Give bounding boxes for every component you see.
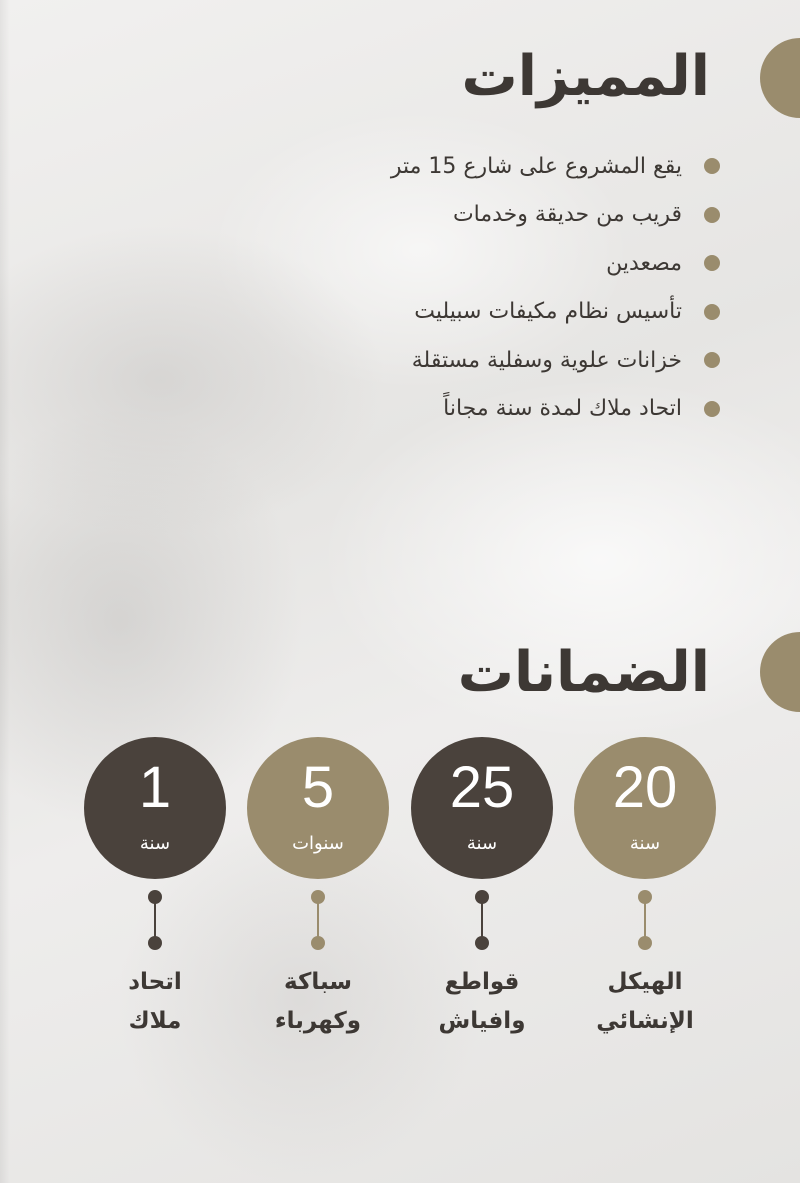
connector-dot-icon [148,936,162,950]
guarantee-label-line: وافياش [438,1008,526,1034]
guarantee-label-line: وكهرباء [274,1008,362,1034]
guarantee-label-line: سباكة [284,969,352,995]
connector-dot-icon [638,936,652,950]
guarantee-label-line: ملاك [128,1008,182,1034]
bullet-icon [704,207,720,223]
guarantee-label-line: قواطع [444,969,520,995]
connector-line [644,897,646,937]
features-accent-circle [760,38,800,118]
guarantees-title: الضمانات [457,640,710,705]
connector-dot-icon [475,936,489,950]
guarantee-circle [574,737,716,879]
feature-text: مصعدين [606,250,682,276]
left-edge-shadow [0,0,10,1183]
guarantees-accent-circle [760,632,800,712]
feature-text: يقع المشروع على شارع 15 متر [390,153,682,179]
guarantee-label-line: اتحاد [128,969,182,995]
guarantee-unit: سنوات [292,833,344,854]
bullet-icon [704,401,720,417]
bullet-icon [704,255,720,271]
feature-item [391,191,720,240]
feature-item [391,336,720,385]
guarantee-label [573,963,717,1041]
guarantee-owners-association [83,737,227,1037]
guarantee-unit: سنة [629,833,661,854]
guarantee-structure [573,737,717,1037]
feature-item [391,385,720,434]
connector-dot-icon [311,936,325,950]
feature-item [391,288,720,337]
guarantee-unit: سنة [139,833,171,854]
guarantee-circle [84,737,226,879]
feature-text: تأسيس نظام مكيفات سبيليت [414,299,682,325]
guarantee-label [410,963,554,1041]
bullet-icon [704,352,720,368]
guarantee-label-line: الهيكل [607,969,683,995]
guarantee-unit: سنة [466,833,498,854]
feature-item [391,239,720,288]
guarantee-years: 25 [449,755,515,820]
feature-item [391,142,720,191]
guarantee-circle [411,737,553,879]
guarantee-years: 5 [301,755,335,820]
bullet-icon [704,304,720,320]
connector-line [154,897,156,937]
guarantee-years: 20 [612,755,678,820]
guarantee-label-line: الإنشائي [596,1008,694,1034]
guarantee-label [83,963,227,1041]
guarantee-label [246,963,390,1041]
features-title: المميزات [461,44,710,109]
connector-line [481,897,483,937]
feature-text: قريب من حديقة وخدمات [452,202,682,228]
feature-text: خزانات علوية وسفلية مستقلة [411,347,682,373]
guarantee-plumbing [246,737,390,1037]
connector-line [317,897,319,937]
guarantee-years: 1 [138,755,172,820]
feature-text: اتحاد ملاك لمدة سنة مجاناً [443,396,682,422]
bullet-icon [704,158,720,174]
features-list [391,142,720,433]
guarantee-circle [247,737,389,879]
guarantee-partitions [410,737,554,1037]
